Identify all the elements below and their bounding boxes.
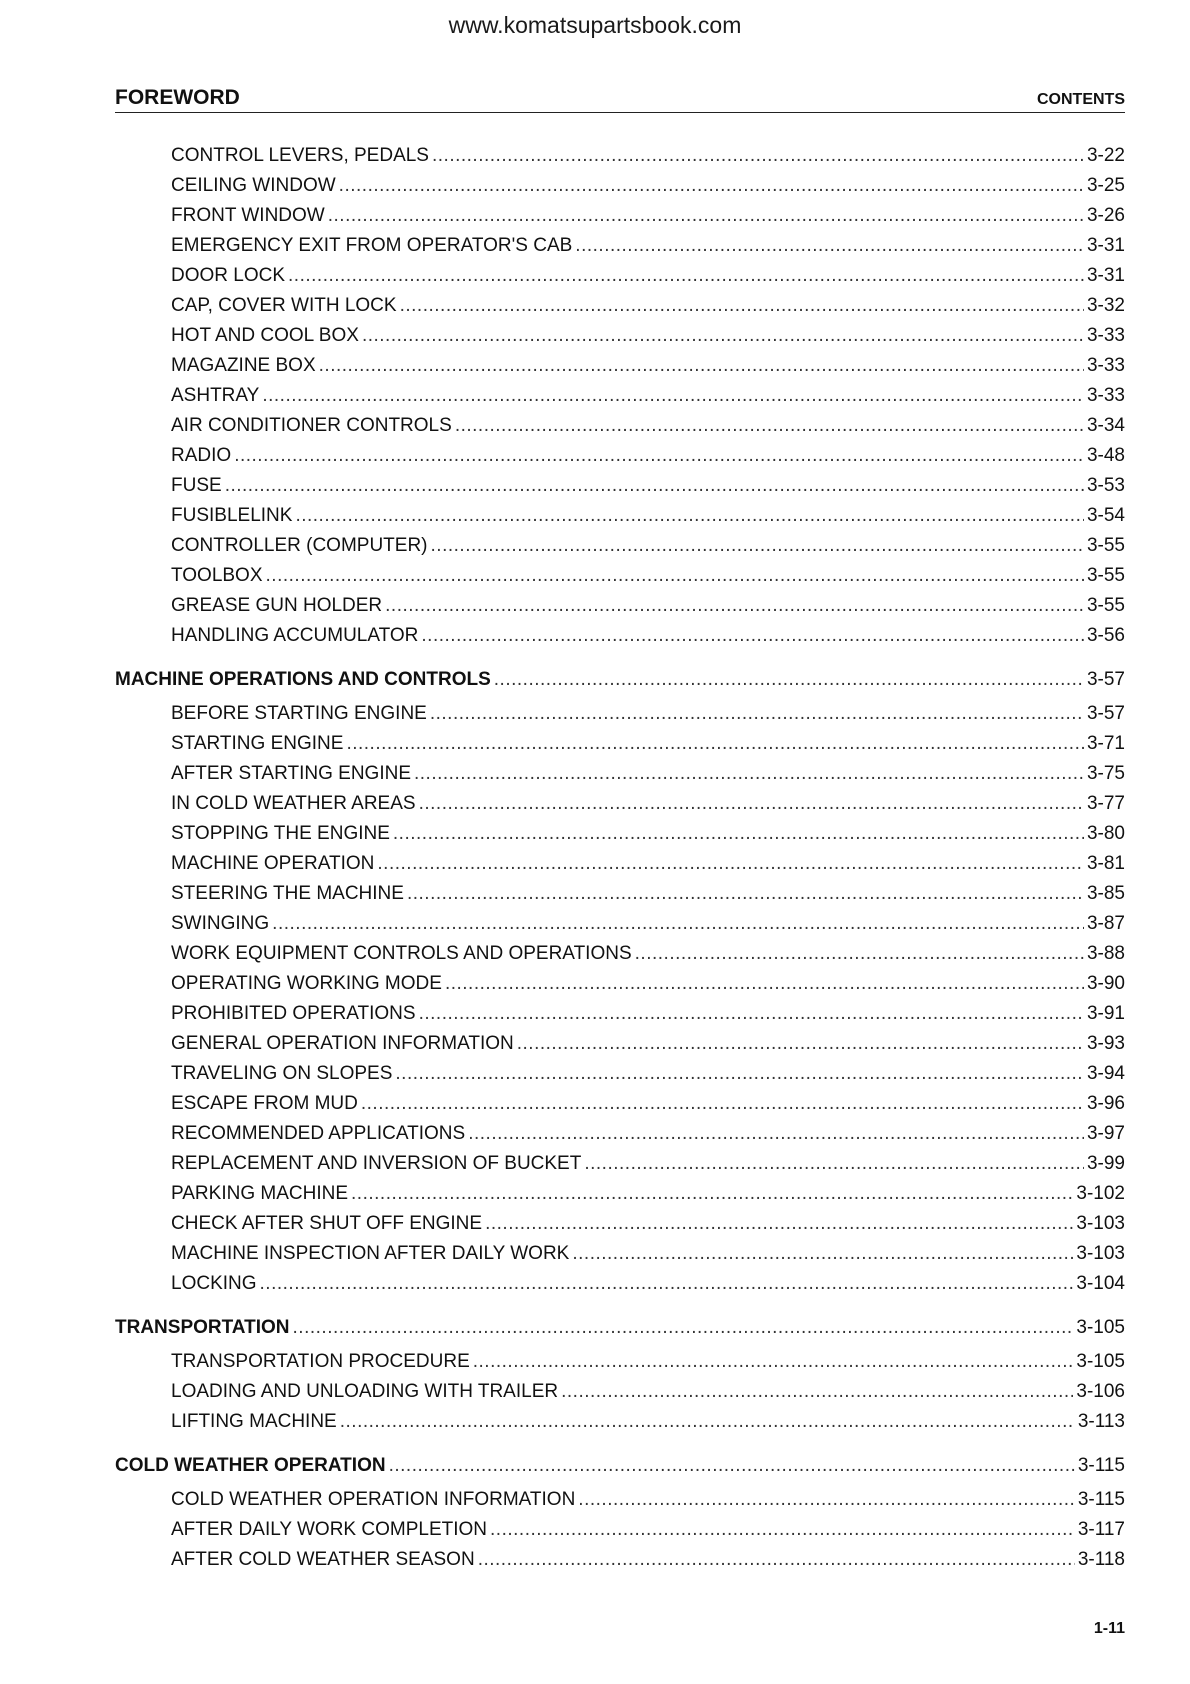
toc-entry-title: RECOMMENDED APPLICATIONS (171, 1123, 466, 1144)
toc-entry-title: TRANSPORTATION PROCEDURE (171, 1351, 470, 1372)
toc-entry-title: MACHINE INSPECTION AFTER DAILY WORK (171, 1243, 570, 1264)
toc-entry[interactable] (115, 445, 1125, 475)
toc-entry[interactable] (115, 625, 1125, 655)
toc-entry-page: 3-94 (1086, 1063, 1125, 1084)
toc-entry-page: 3-103 (1076, 1213, 1125, 1234)
toc-entry-page: 3-75 (1086, 763, 1125, 784)
toc-entry[interactable] (115, 1411, 1125, 1441)
toc-entry-title: STOPPING THE ENGINE (171, 823, 390, 844)
toc-entry[interactable] (115, 1549, 1125, 1579)
toc-entry[interactable] (115, 1489, 1125, 1519)
toc-entry-title: AIR CONDITIONER CONTROLS (171, 415, 452, 436)
dot-leader (419, 793, 1084, 815)
toc-entry-title: STEERING THE MACHINE (171, 883, 404, 904)
toc-entry-title: REPLACEMENT AND INVERSION OF BUCKET (171, 1153, 582, 1174)
toc-entry-title: TRANSPORTATION (115, 1317, 290, 1338)
toc-entry-title: MACHINE OPERATIONS AND CONTROLS (115, 669, 491, 690)
toc-entry-title: AFTER DAILY WORK COMPLETION (171, 1519, 488, 1540)
toc-entry-page: 3-91 (1086, 1003, 1125, 1024)
toc-entry-title: STARTING ENGINE (171, 733, 344, 754)
toc-entry-page: 3-25 (1086, 175, 1125, 196)
dot-leader (260, 1273, 1074, 1295)
watermark-url: www.komatsupartsbook.com (448, 12, 742, 38)
toc-entry[interactable] (115, 1243, 1125, 1273)
dot-leader (584, 1153, 1084, 1175)
toc-entry-title: TRAVELING ON SLOPES (171, 1063, 393, 1084)
toc-entry[interactable] (115, 295, 1125, 325)
toc-entry-page: 3-103 (1076, 1243, 1125, 1264)
toc-entry-title: SWINGING (171, 913, 270, 934)
dot-leader (385, 595, 1084, 617)
toc-entry[interactable] (115, 1273, 1125, 1303)
toc-entry-page: 3-57 (1086, 703, 1125, 724)
toc-entry-page: 3-85 (1086, 883, 1125, 904)
toc-entry-page: 3-115 (1077, 1455, 1125, 1476)
dot-leader (561, 1381, 1073, 1403)
toc-entry[interactable] (115, 415, 1125, 445)
toc-entry-title: EMERGENCY EXIT FROM OPERATOR'S CAB (171, 235, 573, 256)
section-title: FOREWORD (115, 86, 240, 109)
toc-entry-page: 3-99 (1086, 1153, 1125, 1174)
toc-entry[interactable] (115, 1123, 1125, 1153)
toc-entry-page: 3-55 (1086, 595, 1125, 616)
dot-leader (490, 1519, 1075, 1541)
toc-entry-title: CEILING WINDOW (171, 175, 336, 196)
toc-entry-title: MACHINE OPERATION (171, 853, 375, 874)
toc-entry-title: HOT AND COOL BOX (171, 325, 359, 346)
toc-entry-title: LIFTING MACHINE (171, 1411, 337, 1432)
toc-entry-page: 3-33 (1086, 325, 1125, 346)
toc-entry[interactable] (115, 1093, 1125, 1123)
toc-entry-page: 3-56 (1086, 625, 1125, 646)
toc-entry-page: 3-48 (1086, 445, 1125, 466)
toc-entry-page: 3-57 (1086, 669, 1125, 690)
toc-section-entry[interactable] (115, 1455, 1125, 1485)
toc-entry-page: 3-22 (1086, 145, 1125, 166)
toc-entry-page: 3-31 (1086, 265, 1125, 286)
dot-leader (578, 1489, 1075, 1511)
toc-entry-title: OPERATING WORKING MODE (171, 973, 442, 994)
toc-entry[interactable] (115, 733, 1125, 763)
toc-entry[interactable] (115, 385, 1125, 415)
toc-entry[interactable] (115, 913, 1125, 943)
toc-entry[interactable] (115, 535, 1125, 565)
dot-leader (432, 145, 1084, 167)
toc-entry[interactable] (115, 1183, 1125, 1213)
toc-entry[interactable] (115, 1033, 1125, 1063)
dot-leader (377, 853, 1084, 875)
toc-entry-title: WORK EQUIPMENT CONTROLS AND OPERATIONS (171, 943, 632, 964)
dot-leader (340, 1411, 1075, 1433)
toc-entry-page: 3-118 (1077, 1549, 1125, 1570)
toc-entry-page: 3-71 (1086, 733, 1125, 754)
toc-entry-page: 3-105 (1076, 1317, 1125, 1338)
toc-entry-title: PARKING MACHINE (171, 1183, 349, 1204)
toc-entry[interactable] (115, 475, 1125, 505)
dot-leader (473, 1351, 1074, 1373)
toc-entry-page: 3-87 (1086, 913, 1125, 934)
toc-entry-title: FRONT WINDOW (171, 205, 325, 226)
toc-entry[interactable] (115, 703, 1125, 733)
toc-entry[interactable] (115, 235, 1125, 265)
toc-entry[interactable] (115, 565, 1125, 595)
toc-entry-title: COLD WEATHER OPERATION (115, 1455, 386, 1476)
toc-entry-title: GENERAL OPERATION INFORMATION (171, 1033, 514, 1054)
dot-leader (295, 505, 1084, 527)
toc-entry[interactable] (115, 355, 1125, 385)
dot-leader (572, 1243, 1073, 1265)
toc-entry-page: 3-104 (1076, 1273, 1125, 1294)
toc-entry-page: 3-97 (1086, 1123, 1125, 1144)
dot-leader (431, 535, 1084, 557)
dot-leader (328, 205, 1084, 227)
toc-entry-page: 3-77 (1086, 793, 1125, 814)
toc-entry-page: 3-105 (1076, 1351, 1125, 1372)
dot-leader (430, 703, 1084, 725)
toc-entry[interactable] (115, 205, 1125, 235)
dot-leader (575, 235, 1084, 257)
toc-entry-title: CONTROL LEVERS, PEDALS (171, 145, 429, 166)
toc-entry[interactable] (115, 1153, 1125, 1183)
dot-leader (266, 565, 1084, 587)
dot-leader (389, 1455, 1075, 1477)
page-number: 1-11 (1093, 1620, 1125, 1637)
dot-leader (339, 175, 1084, 197)
dot-leader (468, 1123, 1084, 1145)
toc-entry[interactable] (115, 853, 1125, 883)
toc-entry-title: TOOLBOX (171, 565, 263, 586)
toc-entry-page: 3-55 (1086, 565, 1125, 586)
toc-entry[interactable] (115, 943, 1125, 973)
toc-entry[interactable] (115, 325, 1125, 355)
dot-leader (288, 265, 1084, 287)
toc-entry-page: 3-31 (1086, 235, 1125, 256)
toc-entry[interactable] (115, 1003, 1125, 1033)
dot-leader (319, 355, 1084, 377)
dot-leader (400, 295, 1084, 317)
page-header (115, 84, 1125, 113)
dot-leader (361, 1093, 1084, 1115)
dot-leader (395, 1063, 1084, 1085)
toc-entry[interactable] (115, 175, 1125, 205)
toc-entry-title: MAGAZINE BOX (171, 355, 316, 376)
dot-leader (234, 445, 1084, 467)
dot-leader (445, 973, 1084, 995)
toc-entry[interactable] (115, 145, 1125, 175)
toc-entry-title: IN COLD WEATHER AREAS (171, 793, 416, 814)
toc-entry-title: DOOR LOCK (171, 265, 286, 286)
toc-entry[interactable] (115, 1351, 1125, 1381)
toc-entry[interactable] (115, 973, 1125, 1003)
toc-entry[interactable] (115, 595, 1125, 625)
toc-entry-title: AFTER STARTING ENGINE (171, 763, 411, 784)
toc-entry-title: FUSE (171, 475, 222, 496)
toc-entry-title: RADIO (171, 445, 232, 466)
toc-entry-title: PROHIBITED OPERATIONS (171, 1003, 416, 1024)
toc-entry[interactable] (115, 1213, 1125, 1243)
toc-entry[interactable] (115, 883, 1125, 913)
toc-entry[interactable] (115, 505, 1125, 535)
dot-leader (478, 1549, 1075, 1571)
dot-leader (414, 763, 1084, 785)
toc-entry[interactable] (115, 265, 1125, 295)
toc-entry-title: CAP, COVER WITH LOCK (171, 295, 397, 316)
dot-leader (455, 415, 1084, 437)
toc-entry-page: 3-34 (1086, 415, 1125, 436)
dot-leader (494, 669, 1084, 691)
toc-entry-page: 3-26 (1086, 205, 1125, 226)
toc-entry-page: 3-96 (1086, 1093, 1125, 1114)
dot-leader (272, 913, 1084, 935)
toc-entry[interactable] (115, 793, 1125, 823)
toc-entry-page: 3-54 (1086, 505, 1125, 526)
toc-entry-page: 3-106 (1076, 1381, 1125, 1402)
toc-entry-page: 3-102 (1076, 1183, 1125, 1204)
toc-entry[interactable] (115, 1063, 1125, 1093)
toc-entry[interactable] (115, 1381, 1125, 1411)
toc-entry-page: 3-93 (1086, 1033, 1125, 1054)
toc-entry-title: CHECK AFTER SHUT OFF ENGINE (171, 1213, 483, 1234)
dot-leader (225, 475, 1084, 497)
toc-entry-page: 3-33 (1086, 385, 1125, 406)
toc-entry-page: 3-115 (1077, 1489, 1125, 1510)
toc-entry-title: LOCKING (171, 1273, 257, 1294)
toc-entry-page: 3-80 (1086, 823, 1125, 844)
dot-leader (393, 823, 1084, 845)
toc-section-entry[interactable] (115, 669, 1125, 699)
dot-leader (485, 1213, 1073, 1235)
toc-section-entry[interactable] (115, 1317, 1125, 1347)
toc-entry-page: 3-117 (1077, 1519, 1125, 1540)
toc-entry-page: 3-81 (1086, 853, 1125, 874)
toc-entry-title: ASHTRAY (171, 385, 260, 406)
toc-entry-page: 3-33 (1086, 355, 1125, 376)
toc-entry-page: 3-55 (1086, 535, 1125, 556)
dot-leader (362, 325, 1084, 347)
contents-label: CONTENTS (1037, 91, 1125, 108)
dot-leader (517, 1033, 1084, 1055)
dot-leader (419, 1003, 1084, 1025)
toc-entry-title: ESCAPE FROM MUD (171, 1093, 358, 1114)
dot-leader (407, 883, 1084, 905)
dot-leader (635, 943, 1084, 965)
toc-entry-page: 3-32 (1086, 295, 1125, 316)
toc-entry-title: BEFORE STARTING ENGINE (171, 703, 427, 724)
toc-entry[interactable] (115, 823, 1125, 853)
toc-entry-page: 3-88 (1086, 943, 1125, 964)
table-of-contents (115, 145, 1125, 1579)
toc-entry-title: GREASE GUN HOLDER (171, 595, 383, 616)
toc-entry[interactable] (115, 763, 1125, 793)
dot-leader (351, 1183, 1073, 1205)
toc-entry-title: CONTROLLER (COMPUTER) (171, 535, 428, 556)
toc-entry-page: 3-53 (1086, 475, 1125, 496)
dot-leader (346, 733, 1084, 755)
dot-leader (262, 385, 1084, 407)
toc-entry-page: 3-90 (1086, 973, 1125, 994)
toc-entry-title: FUSIBLELINK (171, 505, 293, 526)
toc-entry-title: COLD WEATHER OPERATION INFORMATION (171, 1489, 576, 1510)
toc-entry[interactable] (115, 1519, 1125, 1549)
toc-entry-title: AFTER COLD WEATHER SEASON (171, 1549, 475, 1570)
dot-leader (421, 625, 1084, 647)
toc-entry-title: HANDLING ACCUMULATOR (171, 625, 419, 646)
dot-leader (293, 1317, 1074, 1339)
toc-entry-title: LOADING AND UNLOADING WITH TRAILER (171, 1381, 559, 1402)
toc-entry-page: 3-113 (1077, 1411, 1125, 1432)
